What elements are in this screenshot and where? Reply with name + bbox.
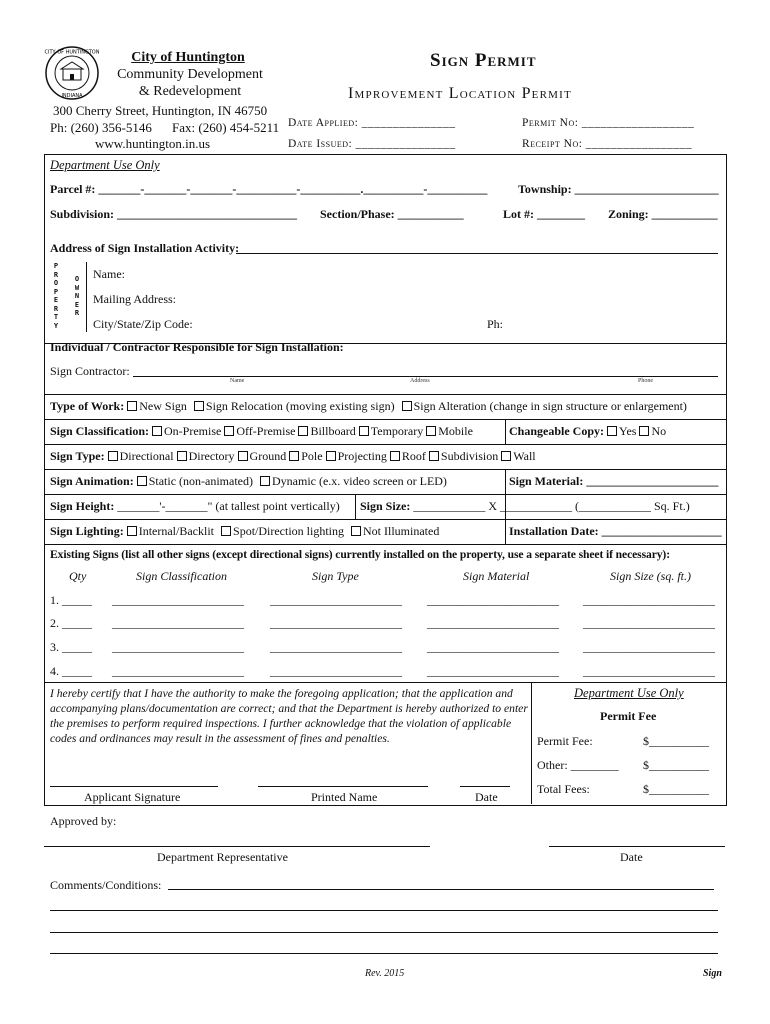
comments-line-2[interactable]	[50, 910, 718, 911]
work-alteration-option[interactable]: Sign Alteration (change in sign structure or enlargement)	[402, 399, 687, 413]
type-projecting-option[interactable]: Projecting	[326, 449, 387, 463]
permit-fee-label: Permit Fee:	[537, 734, 593, 748]
address-label: Address of Sign Installation Activity:	[50, 241, 240, 255]
changeable-yes-option[interactable]: Yes	[607, 424, 636, 438]
approved-by-label: Approved by:	[50, 814, 117, 828]
sign-type-row	[50, 449, 536, 464]
township-field[interactable]: Township: ________________________	[518, 182, 719, 196]
row-qty[interactable]: 4. _____	[50, 664, 92, 678]
size-row	[360, 499, 690, 514]
animation-static-option[interactable]: Static (non-animated)	[137, 474, 253, 488]
col-material: Sign Material	[463, 569, 530, 583]
col-classification: Sign Classification	[136, 569, 228, 583]
date-applied: Date Applied: _______________	[288, 117, 456, 129]
row-size[interactable]: ______________________	[583, 640, 715, 654]
city-name: City of Huntington	[131, 50, 245, 65]
printed-name-label: Printed Name	[311, 790, 378, 804]
footer-sign-label: Sign	[703, 968, 722, 979]
type-directory-option[interactable]: Directory	[177, 449, 235, 463]
classification-row	[50, 424, 473, 439]
work-relocation-option[interactable]: Sign Relocation (moving existing sign)	[194, 399, 395, 413]
class-offpremise-option[interactable]: Off-Premise	[224, 424, 295, 438]
dept-line1: Community Development	[117, 67, 263, 82]
col-size: Sign Size (sq. ft.)	[610, 569, 691, 583]
type-subdivision-option[interactable]: Subdivision	[429, 449, 498, 463]
dept-fax: Fax: (260) 454-5211	[172, 120, 280, 135]
contractor-phone-sub: Phone	[638, 378, 653, 384]
lighting-internal-option[interactable]: Internal/Backlit	[127, 524, 214, 538]
other-fee-label[interactable]: Other: ________	[537, 758, 619, 772]
row-qty[interactable]: 1. _____	[50, 593, 92, 607]
existing-signs-heading: Existing Signs (list all other signs (except directional signs) currently installed on the property, use a separate sheet if necessary):	[50, 548, 670, 561]
changeable-no-option[interactable]: No	[639, 424, 666, 438]
type-roof-option[interactable]: Roof	[390, 449, 426, 463]
zoning-field[interactable]: Zoning: ___________	[608, 207, 718, 221]
row-size[interactable]: ______________________	[583, 664, 715, 678]
class-onpremise-option[interactable]: On-Premise	[152, 424, 221, 438]
animation-label: Sign Animation:	[50, 474, 134, 488]
comments-label: Comments/Conditions:	[50, 878, 162, 892]
dept-rep-label: Department Representative	[157, 850, 288, 864]
type-of-work-row	[50, 399, 687, 414]
permit-fee-heading: Permit Fee	[600, 709, 657, 723]
row-classification[interactable]: ______________________	[112, 616, 244, 630]
total-fee-amount[interactable]: $__________	[643, 782, 709, 796]
approval-date-label: Date	[620, 850, 643, 864]
comments-line-4[interactable]	[50, 953, 718, 954]
contractor-name-sub: Name	[230, 378, 245, 384]
dept-address: 300 Cherry Street, Huntington, IN 46750	[53, 103, 268, 118]
applicant-date-label: Date	[475, 790, 498, 804]
col-type: Sign Type	[312, 569, 359, 583]
fees-dept-label: Department Use Only	[574, 686, 684, 700]
owner-phone-label: Ph:	[487, 317, 504, 331]
row-qty[interactable]: 3. _____	[50, 640, 92, 654]
owner-vertical-label: O W N E R	[74, 275, 80, 317]
lighting-label: Sign Lighting:	[50, 524, 124, 538]
type-ground-option[interactable]: Ground	[238, 449, 287, 463]
contractor-field[interactable]	[133, 376, 718, 377]
total-fee-label: Total Fees:	[537, 782, 590, 796]
permit-fee-amount[interactable]: $__________	[643, 734, 709, 748]
receipt-no: Receipt No: _________________	[522, 138, 693, 150]
type-of-work-label: Type of Work:	[50, 399, 125, 413]
contractor-label: Sign Contractor:	[50, 364, 130, 378]
approval-date-field[interactable]	[549, 846, 725, 847]
sign-size-label: Sign Size:	[360, 499, 411, 513]
sign-size-field[interactable]: ____________ X ____________ (____________ Sq. Ft.)	[413, 499, 690, 513]
col-qty: Qty	[69, 569, 87, 583]
subdivision-field[interactable]: Subdivision: ______________________________	[50, 207, 298, 221]
printed-name-field[interactable]	[258, 786, 428, 787]
lighting-none-option[interactable]: Not Illuminated	[351, 524, 439, 538]
class-mobile-option[interactable]: Mobile	[426, 424, 473, 438]
row-size[interactable]: ______________________	[583, 616, 715, 630]
parcel-field[interactable]: Parcel #: _______-_______-_______-__________-__________.__________-__________	[50, 182, 488, 196]
lighting-row	[50, 524, 439, 539]
row-classification[interactable]: ______________________	[112, 640, 244, 654]
applicant-signature-field[interactable]	[50, 786, 218, 787]
row-material[interactable]: ______________________	[427, 593, 559, 607]
owner-mailing-label: Mailing Address:	[93, 292, 176, 306]
contractor-address-sub: Address	[410, 378, 430, 384]
animation-dynamic-option[interactable]: Dynamic (e.x. video screen or LED)	[260, 474, 447, 488]
dept-line2: & Redevelopment	[138, 84, 242, 99]
comments-line-3[interactable]	[50, 932, 718, 933]
lighting-spot-option[interactable]: Spot/Direction lighting	[221, 524, 344, 538]
owner-city-label: City/State/Zip Code:	[93, 317, 193, 331]
installation-date-field[interactable]: Installation Date: ____________________	[509, 524, 722, 538]
row-type[interactable]: ______________________	[270, 616, 402, 630]
row-classification[interactable]: ______________________	[112, 593, 244, 607]
property-vertical-label: P R O P E R T Y	[53, 262, 59, 330]
row-qty[interactable]: 2. _____	[50, 616, 92, 630]
applicant-date-field[interactable]	[460, 786, 510, 787]
type-wall-option[interactable]: Wall	[501, 449, 535, 463]
form-title: Sign Permit	[430, 50, 537, 71]
type-directional-option[interactable]: Directional	[108, 449, 174, 463]
changeable-copy-row	[509, 424, 666, 439]
row-material[interactable]: ______________________	[427, 664, 559, 678]
comments-line-1[interactable]	[168, 889, 714, 890]
classification-label: Sign Classification:	[50, 424, 150, 438]
row-material[interactable]: ______________________	[427, 616, 559, 630]
owner-name-label: Name:	[93, 267, 125, 281]
applicant-signature-label: Applicant Signature	[84, 790, 181, 804]
certification-text: I hereby certify that I have the authority to make the foregoing application; that the application and accompanying plans/documentation are correct; and that the Department is hereby authorized to enter the premises to perform required inspections. I further acknowledge that the violation of applicable codes and ordinances may result in the assessment of fines and penalties.	[50, 687, 528, 745]
row-type[interactable]: ______________________	[270, 640, 402, 654]
section-field[interactable]: Section/Phase: ___________	[320, 207, 464, 221]
row-type[interactable]: ______________________	[270, 593, 402, 607]
dept-phone: Ph: (260) 356-5146	[50, 120, 152, 135]
permit-no: Permit No: __________________	[522, 117, 695, 129]
row-material[interactable]: ______________________	[427, 640, 559, 654]
form-subtitle: Improvement Location Permit	[348, 85, 572, 102]
revision-label: Rev. 2015	[365, 968, 405, 979]
sign-material-field[interactable]: Sign Material: ______________________	[509, 474, 719, 488]
type-pole-option[interactable]: Pole	[289, 449, 322, 463]
contractor-heading: Individual / Contractor Responsible for Sign Installation:	[50, 340, 344, 354]
sign-height-label: Sign Height:	[50, 499, 115, 513]
sign-height-field[interactable]: _______'-_______" (at tallest point vertically)	[117, 499, 340, 513]
row-size[interactable]: ______________________	[583, 593, 715, 607]
seal-bottom-text: INDIANA	[61, 93, 83, 99]
animation-row	[50, 474, 447, 489]
row-type[interactable]: ______________________	[270, 664, 402, 678]
lot-field[interactable]: Lot #: ________	[503, 207, 585, 221]
sign-type-label: Sign Type:	[50, 449, 105, 463]
dept-rep-signature-field[interactable]	[44, 846, 430, 847]
date-issued: Date Issued: ________________	[288, 138, 456, 150]
height-row	[50, 499, 340, 514]
work-new-option[interactable]: New Sign	[127, 399, 187, 413]
row-classification[interactable]: ______________________	[112, 664, 244, 678]
changeable-copy-label: Changeable Copy:	[509, 424, 605, 438]
address-field[interactable]	[236, 253, 718, 254]
dept-web: www.huntington.in.us	[95, 136, 211, 151]
dept-use-label: Department Use Only	[50, 158, 160, 172]
city-seal	[44, 45, 100, 101]
seal-top-text: CITY OF HUNTINGTON	[44, 49, 100, 56]
class-temporary-option[interactable]: Temporary	[359, 424, 423, 438]
class-billboard-option[interactable]: Billboard	[298, 424, 355, 438]
other-fee-amount[interactable]: $__________	[643, 758, 709, 772]
